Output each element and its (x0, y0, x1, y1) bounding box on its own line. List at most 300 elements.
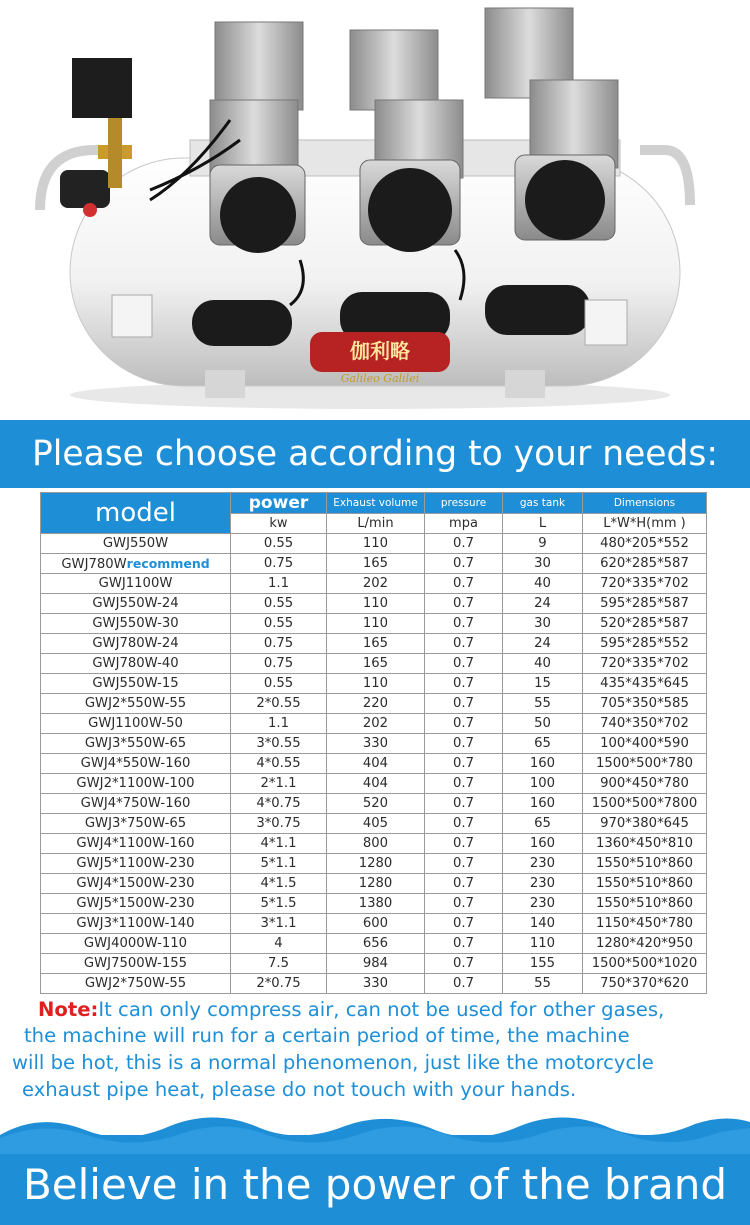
cell-gas-tank (503, 594, 583, 614)
unit-exhaust: L/min (327, 514, 425, 534)
cell-power-text: 3*1.1 (260, 916, 297, 931)
cell-power (231, 534, 327, 554)
cell-gas-tank-text: 65 (534, 736, 551, 751)
cell-power-text: 1.1 (268, 576, 289, 591)
cell-pressure-text: 0.7 (453, 616, 474, 631)
cell-exhaust-text: 165 (362, 636, 389, 651)
cell-gas-tank (503, 814, 583, 834)
cell-pressure (425, 954, 503, 974)
cell-exhaust-text: 984 (362, 956, 389, 971)
note-label: Note: (38, 998, 99, 1021)
cell-pressure-text: 0.7 (453, 976, 474, 991)
cell-gas-tank (503, 614, 583, 634)
cell-pressure (425, 814, 503, 834)
headline-banner: Please choose according to your needs: (0, 420, 750, 488)
cell-gas-tank (503, 874, 583, 894)
unit-gas-tank: L (503, 514, 583, 534)
cell-dimensions-text: 720*335*702 (600, 576, 689, 591)
cell-dimensions-text: 620*285*587 (600, 556, 689, 571)
cell-model (41, 574, 231, 594)
cell-gas-tank-text: 230 (529, 856, 556, 871)
cell-power-text: 2*0.75 (256, 976, 301, 991)
cell-exhaust-text: 202 (362, 576, 389, 591)
cell-gas-tank-text: 30 (534, 556, 551, 571)
cell-dimensions-text: 435*435*645 (600, 676, 689, 691)
cell-model-text: GWJ7500W-155 (83, 956, 188, 971)
cell-pressure (425, 734, 503, 754)
cell-gas-tank-text: 110 (529, 936, 556, 951)
cell-pressure (425, 894, 503, 914)
cell-gas-tank-text: 24 (534, 636, 551, 651)
cell-power-text: 2*0.55 (256, 696, 301, 711)
cell-model (41, 714, 231, 734)
cell-model (41, 834, 231, 854)
table-row (41, 874, 707, 894)
table-row (41, 734, 707, 754)
cell-gas-tank-text: 55 (534, 976, 551, 991)
cell-power (231, 554, 327, 574)
cell-pressure (425, 594, 503, 614)
cell-pressure-text: 0.7 (453, 676, 474, 691)
cell-model (41, 654, 231, 674)
cell-dimensions (583, 694, 707, 714)
cell-exhaust-text: 404 (362, 756, 389, 771)
cell-dimensions (583, 834, 707, 854)
cell-pressure-text: 0.7 (453, 656, 474, 671)
cell-dimensions-text: 1550*510*860 (595, 896, 694, 911)
cell-dimensions-text: 100*400*590 (600, 736, 689, 751)
cell-pressure-text: 0.7 (453, 556, 474, 571)
cell-pressure (425, 934, 503, 954)
cell-gas-tank (503, 694, 583, 714)
cell-power-text: 2*1.1 (260, 776, 297, 791)
cell-gas-tank (503, 534, 583, 554)
cell-model-text: GWJ780W-40 (92, 656, 179, 671)
unit-pressure: mpa (425, 514, 503, 534)
cell-pressure-text: 0.7 (453, 536, 474, 551)
cell-gas-tank (503, 754, 583, 774)
cell-gas-tank-text: 55 (534, 696, 551, 711)
cell-dimensions (583, 854, 707, 874)
table-row (41, 574, 707, 594)
cell-power-text: 4*1.1 (260, 836, 297, 851)
cell-model-text: GWJ550W-15 (92, 676, 179, 691)
note-line-4: exhaust pipe heat, please do not touch with your hands. (22, 1078, 577, 1101)
cell-gas-tank-text: 160 (529, 756, 556, 771)
table-row (41, 834, 707, 854)
cell-model (41, 554, 231, 574)
cell-exhaust-text: 165 (362, 556, 389, 571)
cell-model (41, 914, 231, 934)
cell-gas-tank-text: 15 (534, 676, 551, 691)
cell-power (231, 874, 327, 894)
cell-model-text: GWJ4*1100W-160 (76, 836, 195, 851)
cell-model-text: GWJ3*750W-65 (84, 816, 187, 831)
cell-exhaust (327, 974, 425, 994)
cell-dimensions-text: 1500*500*780 (595, 756, 694, 771)
cell-dimensions (583, 914, 707, 934)
cell-gas-tank (503, 794, 583, 814)
cell-dimensions-text: 900*450*780 (600, 776, 689, 791)
cell-exhaust (327, 814, 425, 834)
cell-dimensions-text: 1280*420*950 (595, 936, 694, 951)
cell-pressure (425, 914, 503, 934)
unit-power: kw (231, 514, 327, 534)
cell-dimensions (583, 574, 707, 594)
cell-model (41, 814, 231, 834)
cell-gas-tank (503, 974, 583, 994)
cell-dimensions (583, 654, 707, 674)
cell-power (231, 934, 327, 954)
cell-model-text: GWJ550W-30 (92, 616, 179, 631)
cell-exhaust (327, 534, 425, 554)
cell-dimensions (583, 774, 707, 794)
cell-power-text: 4*1.5 (260, 876, 297, 891)
cell-power-text: 0.75 (263, 656, 294, 671)
cell-model-text: GWJ5*1500W-230 (76, 896, 195, 911)
brand-slogan: Believe in the power of the brand (22, 1160, 727, 1209)
note-block (0, 996, 750, 1108)
cell-model (41, 614, 231, 634)
cell-gas-tank (503, 934, 583, 954)
cell-power-text: 5*1.1 (260, 856, 297, 871)
cell-dimensions-text: 1550*510*860 (595, 856, 694, 871)
cell-pressure-text: 0.7 (453, 936, 474, 951)
cell-model (41, 974, 231, 994)
cell-power-text: 0.75 (263, 556, 294, 571)
cell-dimensions (583, 614, 707, 634)
cell-model-text: GWJ4000W-110 (83, 936, 188, 951)
cell-model (41, 674, 231, 694)
cell-power (231, 894, 327, 914)
table-row (41, 974, 707, 994)
cell-gas-tank-text: 140 (529, 916, 556, 931)
cell-dimensions (583, 934, 707, 954)
cell-power-text: 4*0.75 (256, 796, 301, 811)
cell-dimensions (583, 714, 707, 734)
cell-gas-tank (503, 714, 583, 734)
cell-exhaust-text: 165 (362, 656, 389, 671)
cell-model (41, 934, 231, 954)
cell-exhaust (327, 714, 425, 734)
cell-model-text: GWJ4*550W-160 (80, 756, 191, 771)
cell-pressure (425, 754, 503, 774)
cell-power-text: 3*0.75 (256, 816, 301, 831)
cell-power (231, 814, 327, 834)
note-line-2: the machine will run for a certain period of time, the machine (24, 1024, 630, 1047)
cell-gas-tank (503, 654, 583, 674)
cell-power (231, 594, 327, 614)
cell-power (231, 754, 327, 774)
cell-dimensions-text: 1550*510*860 (595, 876, 694, 891)
cell-pressure (425, 834, 503, 854)
spec-table-body (41, 534, 707, 994)
table-row (41, 594, 707, 614)
table-row (41, 774, 707, 794)
cell-exhaust (327, 654, 425, 674)
cell-dimensions (583, 594, 707, 614)
cell-exhaust (327, 554, 425, 574)
cell-gas-tank (503, 634, 583, 654)
header-gas-tank: gas tank (503, 493, 583, 514)
cell-model (41, 594, 231, 614)
header-exhaust-volume: Exhaust volume (327, 493, 425, 514)
table-row (41, 894, 707, 914)
cell-power (231, 734, 327, 754)
cell-model-text: GWJ2*1100W-100 (76, 776, 195, 791)
cell-power (231, 914, 327, 934)
cell-exhaust-text: 404 (362, 776, 389, 791)
cell-pressure-text: 0.7 (453, 896, 474, 911)
cell-pressure-text: 0.7 (453, 796, 474, 811)
cell-gas-tank-text: 230 (529, 896, 556, 911)
cell-power-text: 3*0.55 (256, 736, 301, 751)
table-row (41, 814, 707, 834)
header-pressure: pressure (425, 493, 503, 514)
cell-model-text: GWJ2*550W-55 (84, 696, 187, 711)
fan-housings (210, 155, 615, 253)
cell-model (41, 694, 231, 714)
table-row (41, 854, 707, 874)
cell-pressure-text: 0.7 (453, 756, 474, 771)
cell-dimensions-text: 705*350*585 (600, 696, 689, 711)
spec-table (40, 492, 707, 994)
cell-exhaust (327, 914, 425, 934)
cell-exhaust (327, 774, 425, 794)
table-row (41, 714, 707, 734)
cell-model-text: GWJ2*750W-55 (84, 976, 187, 991)
cell-exhaust (327, 794, 425, 814)
cell-pressure-text: 0.7 (453, 576, 474, 591)
cell-exhaust-text: 520 (362, 796, 389, 811)
table-row (41, 634, 707, 654)
cell-gas-tank-text: 40 (534, 656, 551, 671)
cell-exhaust (327, 574, 425, 594)
cell-pressure (425, 774, 503, 794)
cell-power (231, 774, 327, 794)
cell-dimensions (583, 954, 707, 974)
header-power: power (231, 493, 327, 514)
cell-gas-tank-text: 155 (529, 956, 556, 971)
cell-model (41, 794, 231, 814)
cell-gas-tank (503, 734, 583, 754)
cell-pressure (425, 794, 503, 814)
cell-gas-tank (503, 854, 583, 874)
note-line-3: will be hot, this is a normal phenomenon, just like the motorcycle (12, 1051, 654, 1074)
cell-model (41, 754, 231, 774)
cell-power (231, 694, 327, 714)
cell-model (41, 734, 231, 754)
cell-dimensions-text: 1500*500*7800 (591, 796, 698, 811)
cell-model (41, 854, 231, 874)
cell-model-text: GWJ550W (102, 536, 169, 551)
cell-power-text: 0.55 (263, 596, 294, 611)
cell-gas-tank (503, 674, 583, 694)
recommend-badge: recommend (126, 555, 210, 571)
cell-exhaust-text: 800 (362, 836, 389, 851)
cell-pressure (425, 694, 503, 714)
cell-power-text: 7.5 (268, 956, 289, 971)
cell-model (41, 534, 231, 554)
cell-power (231, 954, 327, 974)
cell-exhaust (327, 954, 425, 974)
cell-pressure-text: 0.7 (453, 856, 474, 871)
cell-exhaust (327, 674, 425, 694)
cell-pressure-text: 0.7 (453, 876, 474, 891)
cell-model-text: GWJ550W-24 (92, 596, 179, 611)
cell-exhaust-text: 656 (362, 936, 389, 951)
cell-pressure (425, 714, 503, 734)
cell-pressure-text: 0.7 (453, 716, 474, 731)
cell-gas-tank-text: 160 (529, 796, 556, 811)
cell-pressure-text: 0.7 (453, 836, 474, 851)
cell-dimensions (583, 894, 707, 914)
table-row (41, 674, 707, 694)
cell-power (231, 974, 327, 994)
cell-dimensions (583, 534, 707, 554)
cell-pressure (425, 854, 503, 874)
cell-exhaust (327, 854, 425, 874)
cell-dimensions-text: 970*380*645 (600, 816, 689, 831)
cell-exhaust (327, 754, 425, 774)
cell-dimensions-text: 520*285*587 (600, 616, 689, 631)
cell-model-text: GWJ3*1100W-140 (76, 916, 195, 931)
cell-gas-tank-text: 30 (534, 616, 551, 631)
cell-exhaust-text: 1280 (358, 876, 393, 891)
cell-dimensions (583, 554, 707, 574)
cell-power (231, 614, 327, 634)
cell-model (41, 894, 231, 914)
cell-dimensions-text: 720*335*702 (600, 656, 689, 671)
cell-power-text: 0.75 (263, 636, 294, 651)
cell-exhaust-text: 110 (362, 616, 389, 631)
cell-dimensions-text: 1500*500*1020 (591, 956, 698, 971)
cell-exhaust-text: 1380 (358, 896, 393, 911)
cell-exhaust (327, 614, 425, 634)
cell-dimensions (583, 974, 707, 994)
table-row (41, 754, 707, 774)
cell-dimensions-text: 750*370*620 (600, 976, 689, 991)
cell-gas-tank-text: 9 (538, 536, 547, 551)
cell-power (231, 834, 327, 854)
cell-model-text: GWJ4*1500W-230 (76, 876, 195, 891)
cell-dimensions-text: 595*285*587 (600, 596, 689, 611)
cell-power-text: 4 (274, 936, 283, 951)
cell-gas-tank (503, 894, 583, 914)
cell-model (41, 874, 231, 894)
cell-power (231, 574, 327, 594)
table-row (41, 954, 707, 974)
cell-pressure (425, 554, 503, 574)
cell-gas-tank-text: 50 (534, 716, 551, 731)
cell-power (231, 714, 327, 734)
table-row (41, 914, 707, 934)
cell-gas-tank (503, 574, 583, 594)
cell-exhaust-text: 600 (362, 916, 389, 931)
cell-gas-tank-text: 230 (529, 876, 556, 891)
cell-power-text: 5*1.5 (260, 896, 297, 911)
cell-exhaust-text: 110 (362, 536, 389, 551)
cell-dimensions-text: 595*285*552 (600, 636, 689, 651)
cell-dimensions (583, 874, 707, 894)
cell-gas-tank (503, 914, 583, 934)
cell-power (231, 854, 327, 874)
cell-power (231, 674, 327, 694)
product-photo (0, 0, 750, 420)
cell-power (231, 634, 327, 654)
cell-power-text: 0.55 (263, 676, 294, 691)
cell-pressure-text: 0.7 (453, 736, 474, 751)
cell-exhaust-text: 330 (362, 976, 389, 991)
cell-pressure-text: 0.7 (453, 956, 474, 971)
cell-exhaust-text: 202 (362, 716, 389, 731)
cell-gas-tank-text: 24 (534, 596, 551, 611)
cell-exhaust (327, 834, 425, 854)
cell-gas-tank (503, 834, 583, 854)
brand-logo-subtext: Galileo Galilei (340, 372, 420, 385)
cell-gas-tank-text: 100 (529, 776, 556, 791)
header-model: model (41, 493, 231, 534)
cell-pressure (425, 874, 503, 894)
cell-model-text: GWJ1100W (98, 576, 173, 591)
cell-power (231, 654, 327, 674)
cell-gas-tank (503, 954, 583, 974)
cell-exhaust (327, 594, 425, 614)
cell-dimensions-text: 1150*450*780 (595, 916, 694, 931)
cell-pressure (425, 534, 503, 554)
cell-model-text: GWJ5*1100W-230 (76, 856, 195, 871)
cell-exhaust-text: 1280 (358, 856, 393, 871)
cell-pressure-text: 0.7 (453, 636, 474, 651)
cell-gas-tank-text: 40 (534, 576, 551, 591)
cell-exhaust (327, 634, 425, 654)
cell-gas-tank-text: 65 (534, 816, 551, 831)
cell-power-text: 1.1 (268, 716, 289, 731)
cell-pressure-text: 0.7 (453, 696, 474, 711)
cell-gas-tank (503, 554, 583, 574)
cell-pressure-text: 0.7 (453, 596, 474, 611)
cell-model (41, 954, 231, 974)
cell-power-text: 4*0.55 (256, 756, 301, 771)
air-compressor-illustration (0, 0, 750, 420)
note-line-1 (38, 998, 664, 1021)
cell-exhaust-text: 330 (362, 736, 389, 751)
cell-dimensions (583, 734, 707, 754)
table-row (41, 934, 707, 954)
cell-pressure (425, 614, 503, 634)
cell-power (231, 794, 327, 814)
cell-power-text: 0.55 (263, 616, 294, 631)
cell-model-text: GWJ4*750W-160 (80, 796, 191, 811)
cell-pressure (425, 974, 503, 994)
cell-exhaust (327, 694, 425, 714)
cell-exhaust-text: 405 (362, 816, 389, 831)
cell-dimensions (583, 754, 707, 774)
table-row (41, 694, 707, 714)
cell-gas-tank (503, 774, 583, 794)
cell-dimensions-text: 740*350*702 (600, 716, 689, 731)
cell-model-text: GWJ780W-24 (92, 636, 179, 651)
brand-logo-text: 伽利略 (350, 339, 410, 363)
cell-pressure (425, 574, 503, 594)
cell-exhaust (327, 874, 425, 894)
cell-exhaust-text: 110 (362, 596, 389, 611)
table-row (41, 534, 707, 554)
cell-pressure-text: 0.7 (453, 776, 474, 791)
cell-dimensions (583, 674, 707, 694)
cell-model (41, 634, 231, 654)
cell-model (41, 774, 231, 794)
